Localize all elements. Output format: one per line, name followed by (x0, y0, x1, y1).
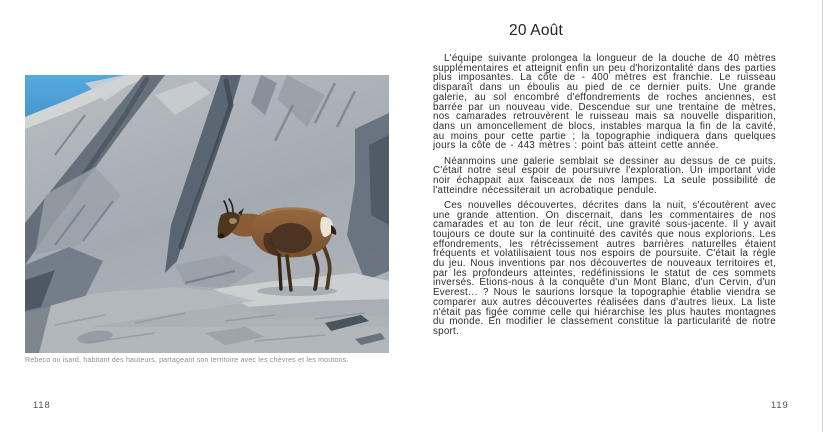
body-paragraph: L'équipe suivante prolongea la longueur de la douche de 40 mètres supplémentaires et atteignit enfin un peu d'horizontalité dans des parties plus imposantes. La côte de - 400 mètres est franchie. Le ruisseau disparaît dans un éboulis au pied de ce dernier puits. Une grande galerie, au sol encombré d'effondrements de roches anciennes, est barrée par un nouveau vide. Descendue sur une trentaine de mètres, nos camarades retrouvèrent le ruisseau mais sa nouvelle disparition, dans un amoncellement de blocs, instables marqua la fin de la cavité, au moins pour cette partie ; la topographie indiquera dans quelques jours la côte de - 443 mètres : point bas atteint cette année. (433, 53, 776, 152)
body-paragraph: Néanmoins une galerie semblait se dessiner au dessus de ce puits. C'était notre seul espoir de poursuivre l'exploration. Un important vide noir échappait aux faisceaux de nos lampes. La seule possibilité de l'atteindre nécessiterait un acrobatique pendule. (433, 155, 776, 196)
chapter-title: 20 Août (509, 22, 563, 39)
page-number-right: 119 (771, 400, 789, 410)
photo-caption: Rebeco ou isard, habitant des hauteurs, partageant son territoire avec les chèvres et les moutons. (25, 357, 349, 364)
cliff-face (25, 75, 389, 353)
page-edge-line (822, 0, 823, 432)
chamois-photo (25, 75, 389, 353)
body-paragraph: Ces nouvelles découvertes, décrites dans la nuit, s'écoutèrent avec une grande attention. On discernait, dans les commentaires de nos camarades et au ton de leur récit, une gravité sous-jacente. Il y avait toujours ce doute sur la continuité des cavités que nous explorions. Les effondrements, les rétrécissement autres barrières naturelles étaient fréquents et volatilisaient tous nos espoirs de poursuite. C'était la règle du jeu. Nous inventions par nos découvertes de nouveaux territoires et, par les profondeurs atteintes, redéfinissions le statut de ces sommets inversés. Étions-nous à la conquête d'un Mont Blanc, d'un Cervin, d'un Everest… ? Nous le saurions lorsque la topographie établie viendra se comparer aux autres découvertes réalisées dans d'autres lieux. La liste n'était pas figée comme celle qui hiérarchise les plus hautes montagnes du monde. En modifier le classement constitue la particularité de notre sport. (433, 199, 776, 337)
page-number-left: 118 (33, 400, 51, 410)
body-text (433, 54, 776, 342)
